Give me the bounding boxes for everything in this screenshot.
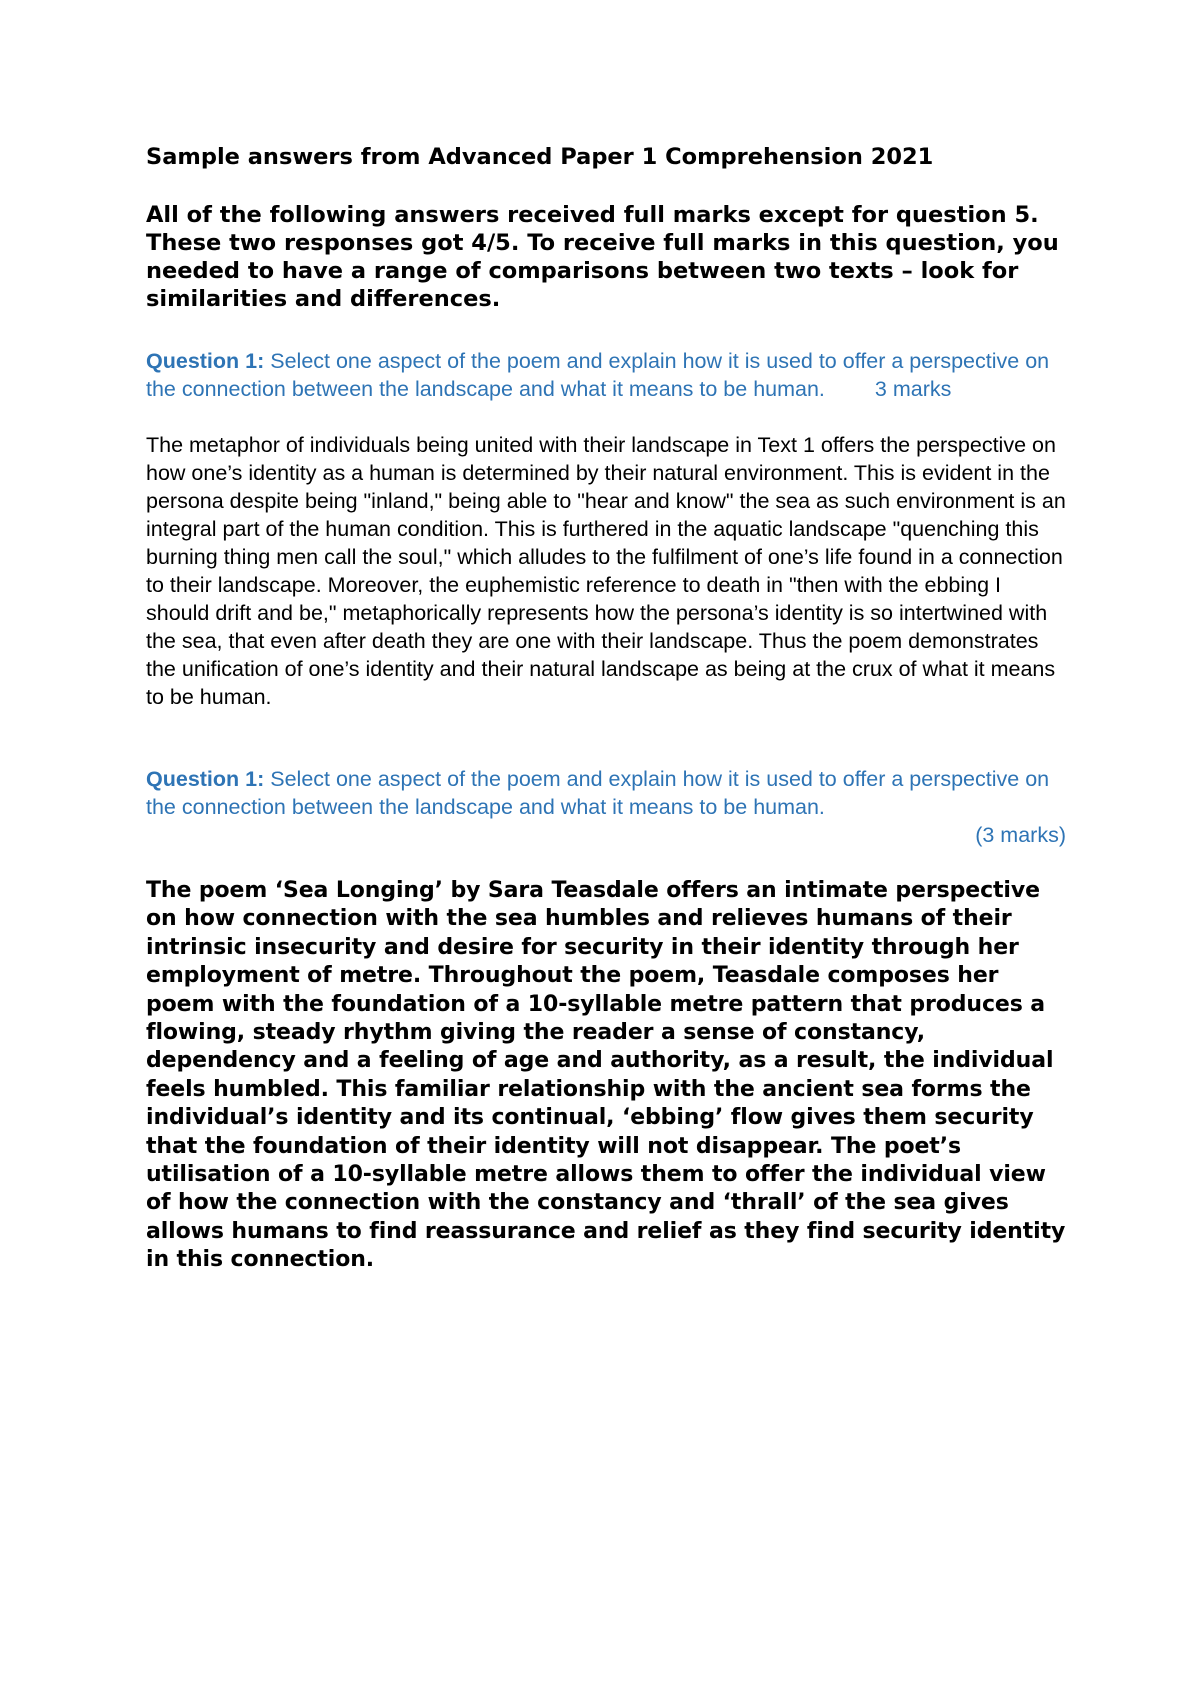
question-label-1: Question 1:: [146, 349, 265, 373]
question-prompt-2: [146, 765, 1066, 821]
question-marks-2: (3 marks): [975, 823, 1066, 847]
answer-2: The poem ‘Sea Longing’ by Sara Teasdale offers an intimate perspective on how connection with the sea humbles and relieves humans of their intrinsic insecurity and desire for security in their identity through her employment of metre. Throughout the poem, Teasdale composes her poem with the foundation of a 10-syllable metre pattern that produces a flowing, steady rhythm giving the reader a sense of constancy, dependency and a feeling of age and authority, as a result, the individual feels humbled. This familiar relationship with the ancient sea forms the individual’s identity and its continual, ‘ebbing’ flow gives them security that the foundation of their identity will not disappear. The poet’s utilisation of a 10-syllable metre allows them to offer the individual view of how the connection with the constancy and ‘thrall’ of the sea gives allows humans to find reassurance and relief as they find security identity in this connection.: [146, 878, 1066, 1273]
question-marks-1: 3 marks: [874, 377, 952, 401]
document-title: Sample answers from Advanced Paper 1 Comprehension 2021: [146, 144, 934, 170]
question-label-2: Question 1:: [146, 767, 265, 791]
question-text-1: Select one aspect of the poem and explain how it is used to offer a perspective on the connection between the landscape and what it means to be human.: [146, 349, 1050, 401]
answer-1: The metaphor of individuals being united with their landscape in Text 1 offers the perspective on how one’s identity as a human is determined by their natural environment. This is evident in the persona despite being "inland," being able to "hear and know" the sea as such environment is an integral part of the human condition. This is furthered in the aquatic landscape "quenching this burning thing men call the soul," which alludes to the fulfilment of one’s life found in a connection to their landscape. Moreover, the euphemistic reference to death in "then with the ebbing I should drift and be," metaphorically represents how the persona’s identity is so intertwined with the sea, that even after death they are one with their landscape. Thus the poem demonstrates the unification of one’s identity and their natural landscape as being at the crux of what it means to be human.: [146, 433, 1066, 709]
question-text-2: Select one aspect of the poem and explain how it is used to offer a perspective on the connection between the landscape and what it means to be human.: [146, 767, 1050, 819]
document-content: [146, 143, 1066, 1275]
question-prompt-1: [146, 347, 1066, 403]
document-intro: All of the following answers received full marks except for question 5. These two responses got 4/5. To receive full marks in this question, you needed to have a range of comparisons between two texts – look for similarities and differences.: [146, 202, 1059, 312]
